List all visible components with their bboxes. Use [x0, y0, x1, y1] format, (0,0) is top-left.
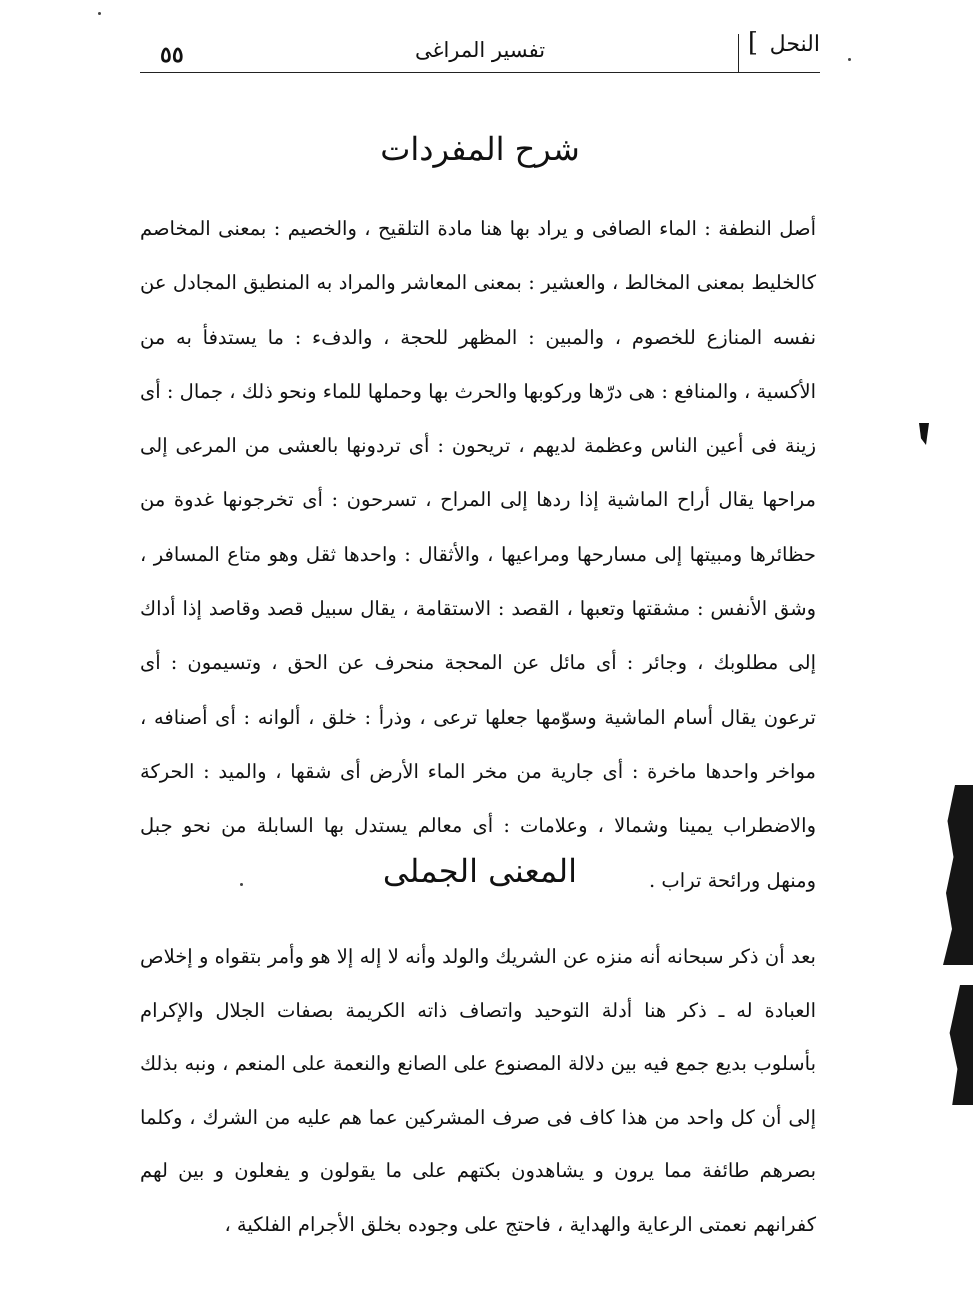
running-header — [140, 20, 820, 76]
sura-name: النحل — [769, 32, 820, 57]
page-number: ٥٥ — [160, 42, 184, 68]
torn-page-edge — [943, 785, 973, 965]
torn-page-edge — [947, 985, 973, 1105]
scan-smudge — [919, 423, 929, 445]
header-rule — [140, 72, 820, 73]
header-divider — [738, 34, 739, 72]
scan-speck — [240, 883, 243, 886]
scan-speck — [98, 12, 101, 15]
header-bracket: ] — [747, 28, 758, 58]
summary-paragraph: بعد أن ذكر سبحانه أنه منزه عن الشريك والولد وأنه لا إله إلا هو وأمر بتقواه و إخلاص العبادة له ـ ذكر هنا أدلة التوحيد واتصاف ذاته الكريمة بصفات الجلال والإكرام بأسلوب بديع جمع فيه بين دلالة المصنوع على الصانع والنعمة على المنعم ، ونبه بذلك إلى أن كل واحد من هذا كاف فى صرف المشركين عما هم عليه من الشرك ، وكلما بصرهم طائفة مما يرون و يشاهدون بكتهم على ما يقولون و يفعلون و بين لهم كفرانهم نعمتى الرعاية والهداية ، فاحتج على وجوده بخلق الأجرام الفلكية ، — [140, 945, 816, 1236]
section-heading-vocabulary: شرح المفردات — [380, 130, 580, 168]
scan-speck — [848, 58, 851, 61]
book-title: تفسير المراغى — [414, 38, 546, 62]
vocabulary-paragraph: أصل النطفة : الماء الصافى و يراد بها هنا مادة التلقيح ، والخصيم : بمعنى المخاصم كالخليط بمعنى المخالط ، والعشير : بمعنى المعاشر والمراد به المنطيق المجادل عن نفسه المنازع للخصوم ، والمبين : المظهر للحجة ، والدفء : ما يستدفأ به من الأكسية ، والمنافع : هى درّها وركوبها والحرث بها وحملها للماء ونحو ذلك ، جمال : أى زينة فى أعين الناس وعظمة لديهم ، تريحون : أى تردونها بالعشى من المرعى إلى مراحها يقال أراح الماشية إذا ردها إلى المراح ، تسرحون : أى تخرجونها غدوة من حظائرها ومبيتها إلى مسارحها ومراعيها ، والأثقال : واحدها ثقل وهو متاع المسافر ، وشق الأنفس : مشقتها وتعبها ، القصد : الاستقامة ، يقال سبيل قصد وقاصد إذا أداك إلى مطلوبك ، وجائر : أى مائل عن المحجة منحرف عن الحق ، وتسيمون : أى ترعون يقال أسام الماشية وسوّمها جعلها ترعى ، وذرأ : خلق ، ألوانه : أى أصنافه ، مواخر واحدها ماخرة : أى جارية من مخر الماء الأرض أى شقها ، والميد : الحركة والاضطراب يمينا وشمالا ، وعلامات : أى معالم يستدل بها السابلة من نحو جبل ومنهل ورائحة تراب . — [140, 217, 816, 892]
section-heading-summary: المعنى الجملى — [382, 852, 578, 890]
